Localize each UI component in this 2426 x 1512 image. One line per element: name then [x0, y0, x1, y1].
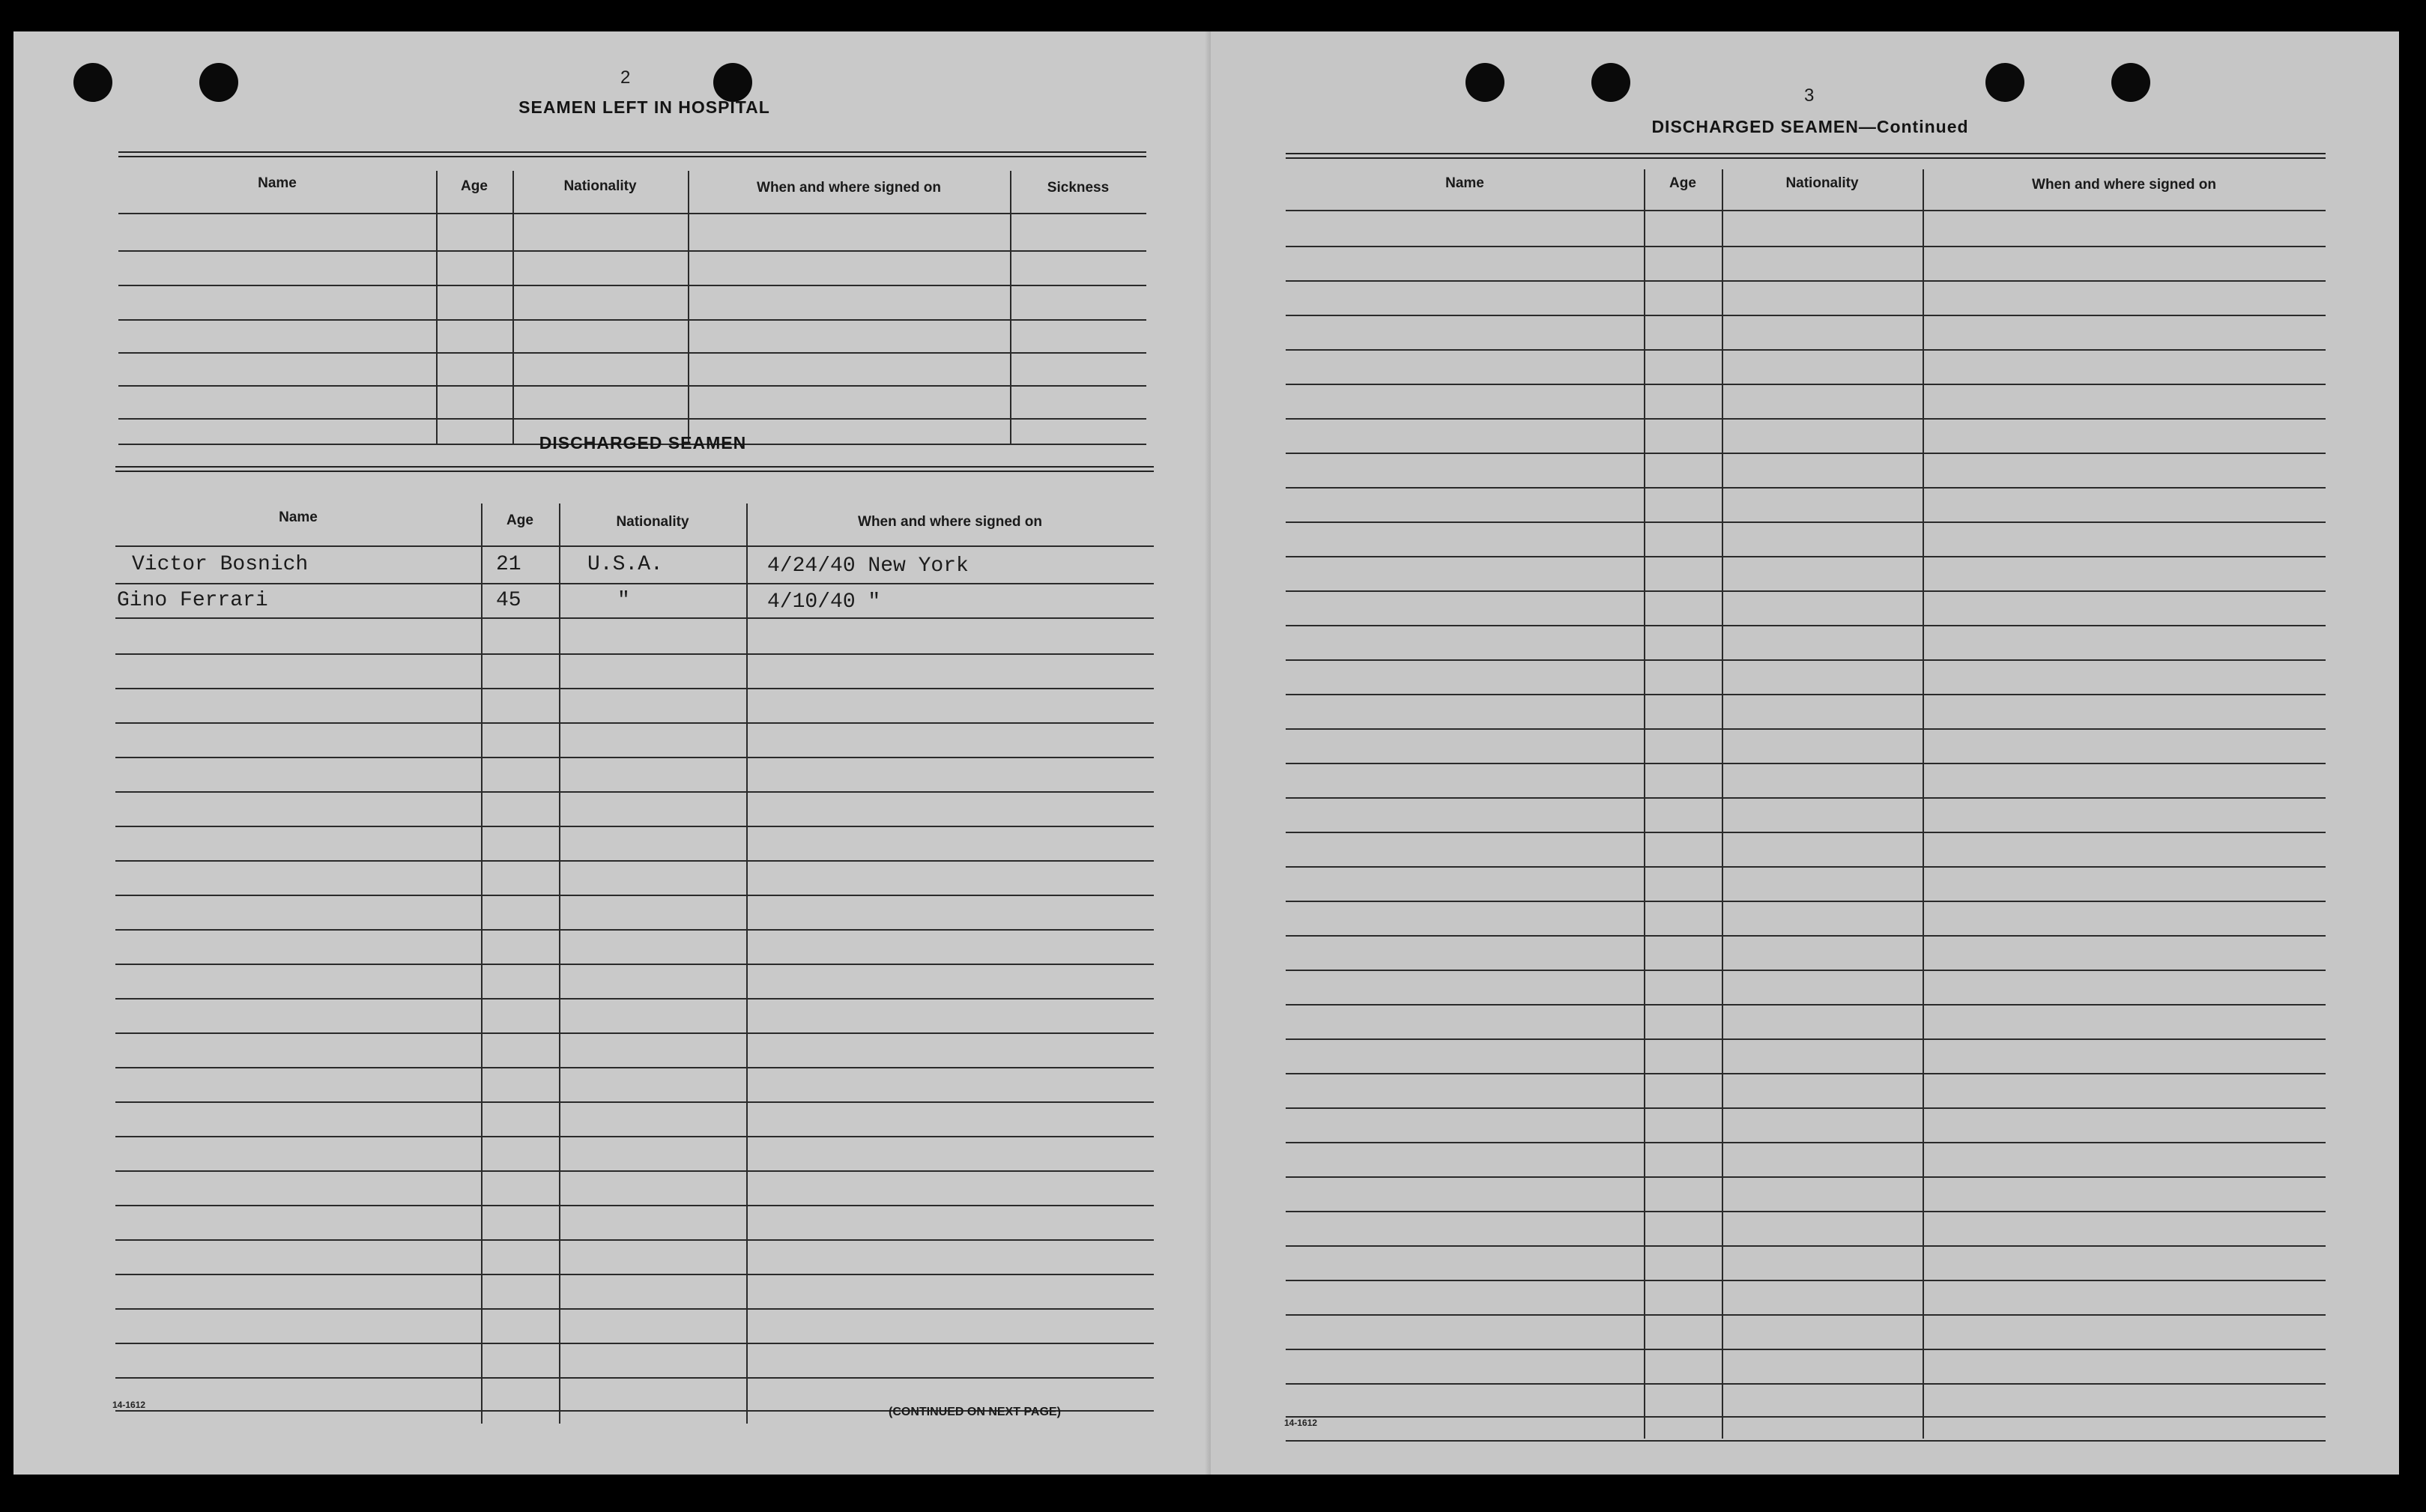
- continued-section-title: DISCHARGED SEAMEN—Continued: [1651, 117, 1969, 136]
- column-header-nationality: Nationality: [616, 514, 689, 530]
- punch-hole: [1465, 63, 1504, 102]
- punch-hole: [713, 63, 752, 102]
- seaman-name: Victor Bosnich: [132, 553, 309, 576]
- punch-hole: [1591, 63, 1630, 102]
- column-header-signed-on: When and where signed on: [2032, 177, 2216, 193]
- discharged-table: [115, 459, 1154, 1433]
- seaman-nationality: ": [617, 589, 630, 612]
- column-header-signed-on: When and where signed on: [757, 180, 941, 196]
- column-header-age: Age: [1669, 175, 1696, 191]
- column-header-age: Age: [506, 512, 533, 528]
- seaman-nationality: U.S.A.: [587, 553, 663, 576]
- page-number: 2: [620, 67, 631, 88]
- punch-hole: [73, 63, 112, 102]
- column-header-sickness: Sickness: [1047, 180, 1110, 196]
- column-header-name: Name: [279, 509, 318, 525]
- hospital-section-title: SEAMEN LEFT IN HOSPITAL: [518, 97, 770, 117]
- seaman-signed-on: 4/24/40 New York: [767, 554, 969, 578]
- column-header-nationality: Nationality: [1785, 175, 1859, 191]
- discharged-section-title: DISCHARGED SEAMEN: [539, 433, 747, 453]
- column-header-signed-on: When and where signed on: [858, 514, 1042, 530]
- punch-hole: [199, 63, 238, 102]
- right-page: [1211, 31, 2399, 1475]
- hospital-table: [118, 126, 1146, 445]
- column-header-name: Name: [1445, 175, 1484, 191]
- page-number: 3: [1804, 85, 1815, 106]
- seaman-age: 45: [496, 589, 521, 612]
- form-number: 14-1612: [1284, 1418, 1318, 1428]
- seaman-name: Gino Ferrari: [117, 589, 268, 612]
- seaman-age: 21: [496, 553, 521, 576]
- continued-note: (CONTINUED ON NEXT PAGE): [889, 1406, 1061, 1418]
- column-header-age: Age: [461, 178, 488, 194]
- punch-hole: [2111, 63, 2150, 102]
- discharged-continued-table: [1286, 153, 2326, 1443]
- column-header-name: Name: [258, 175, 297, 191]
- punch-hole: [1985, 63, 2024, 102]
- column-header-nationality: Nationality: [563, 178, 637, 194]
- left-page: [13, 31, 1211, 1475]
- form-number: 14-1612: [112, 1400, 146, 1410]
- seaman-signed-on: 4/10/40 ": [767, 590, 881, 614]
